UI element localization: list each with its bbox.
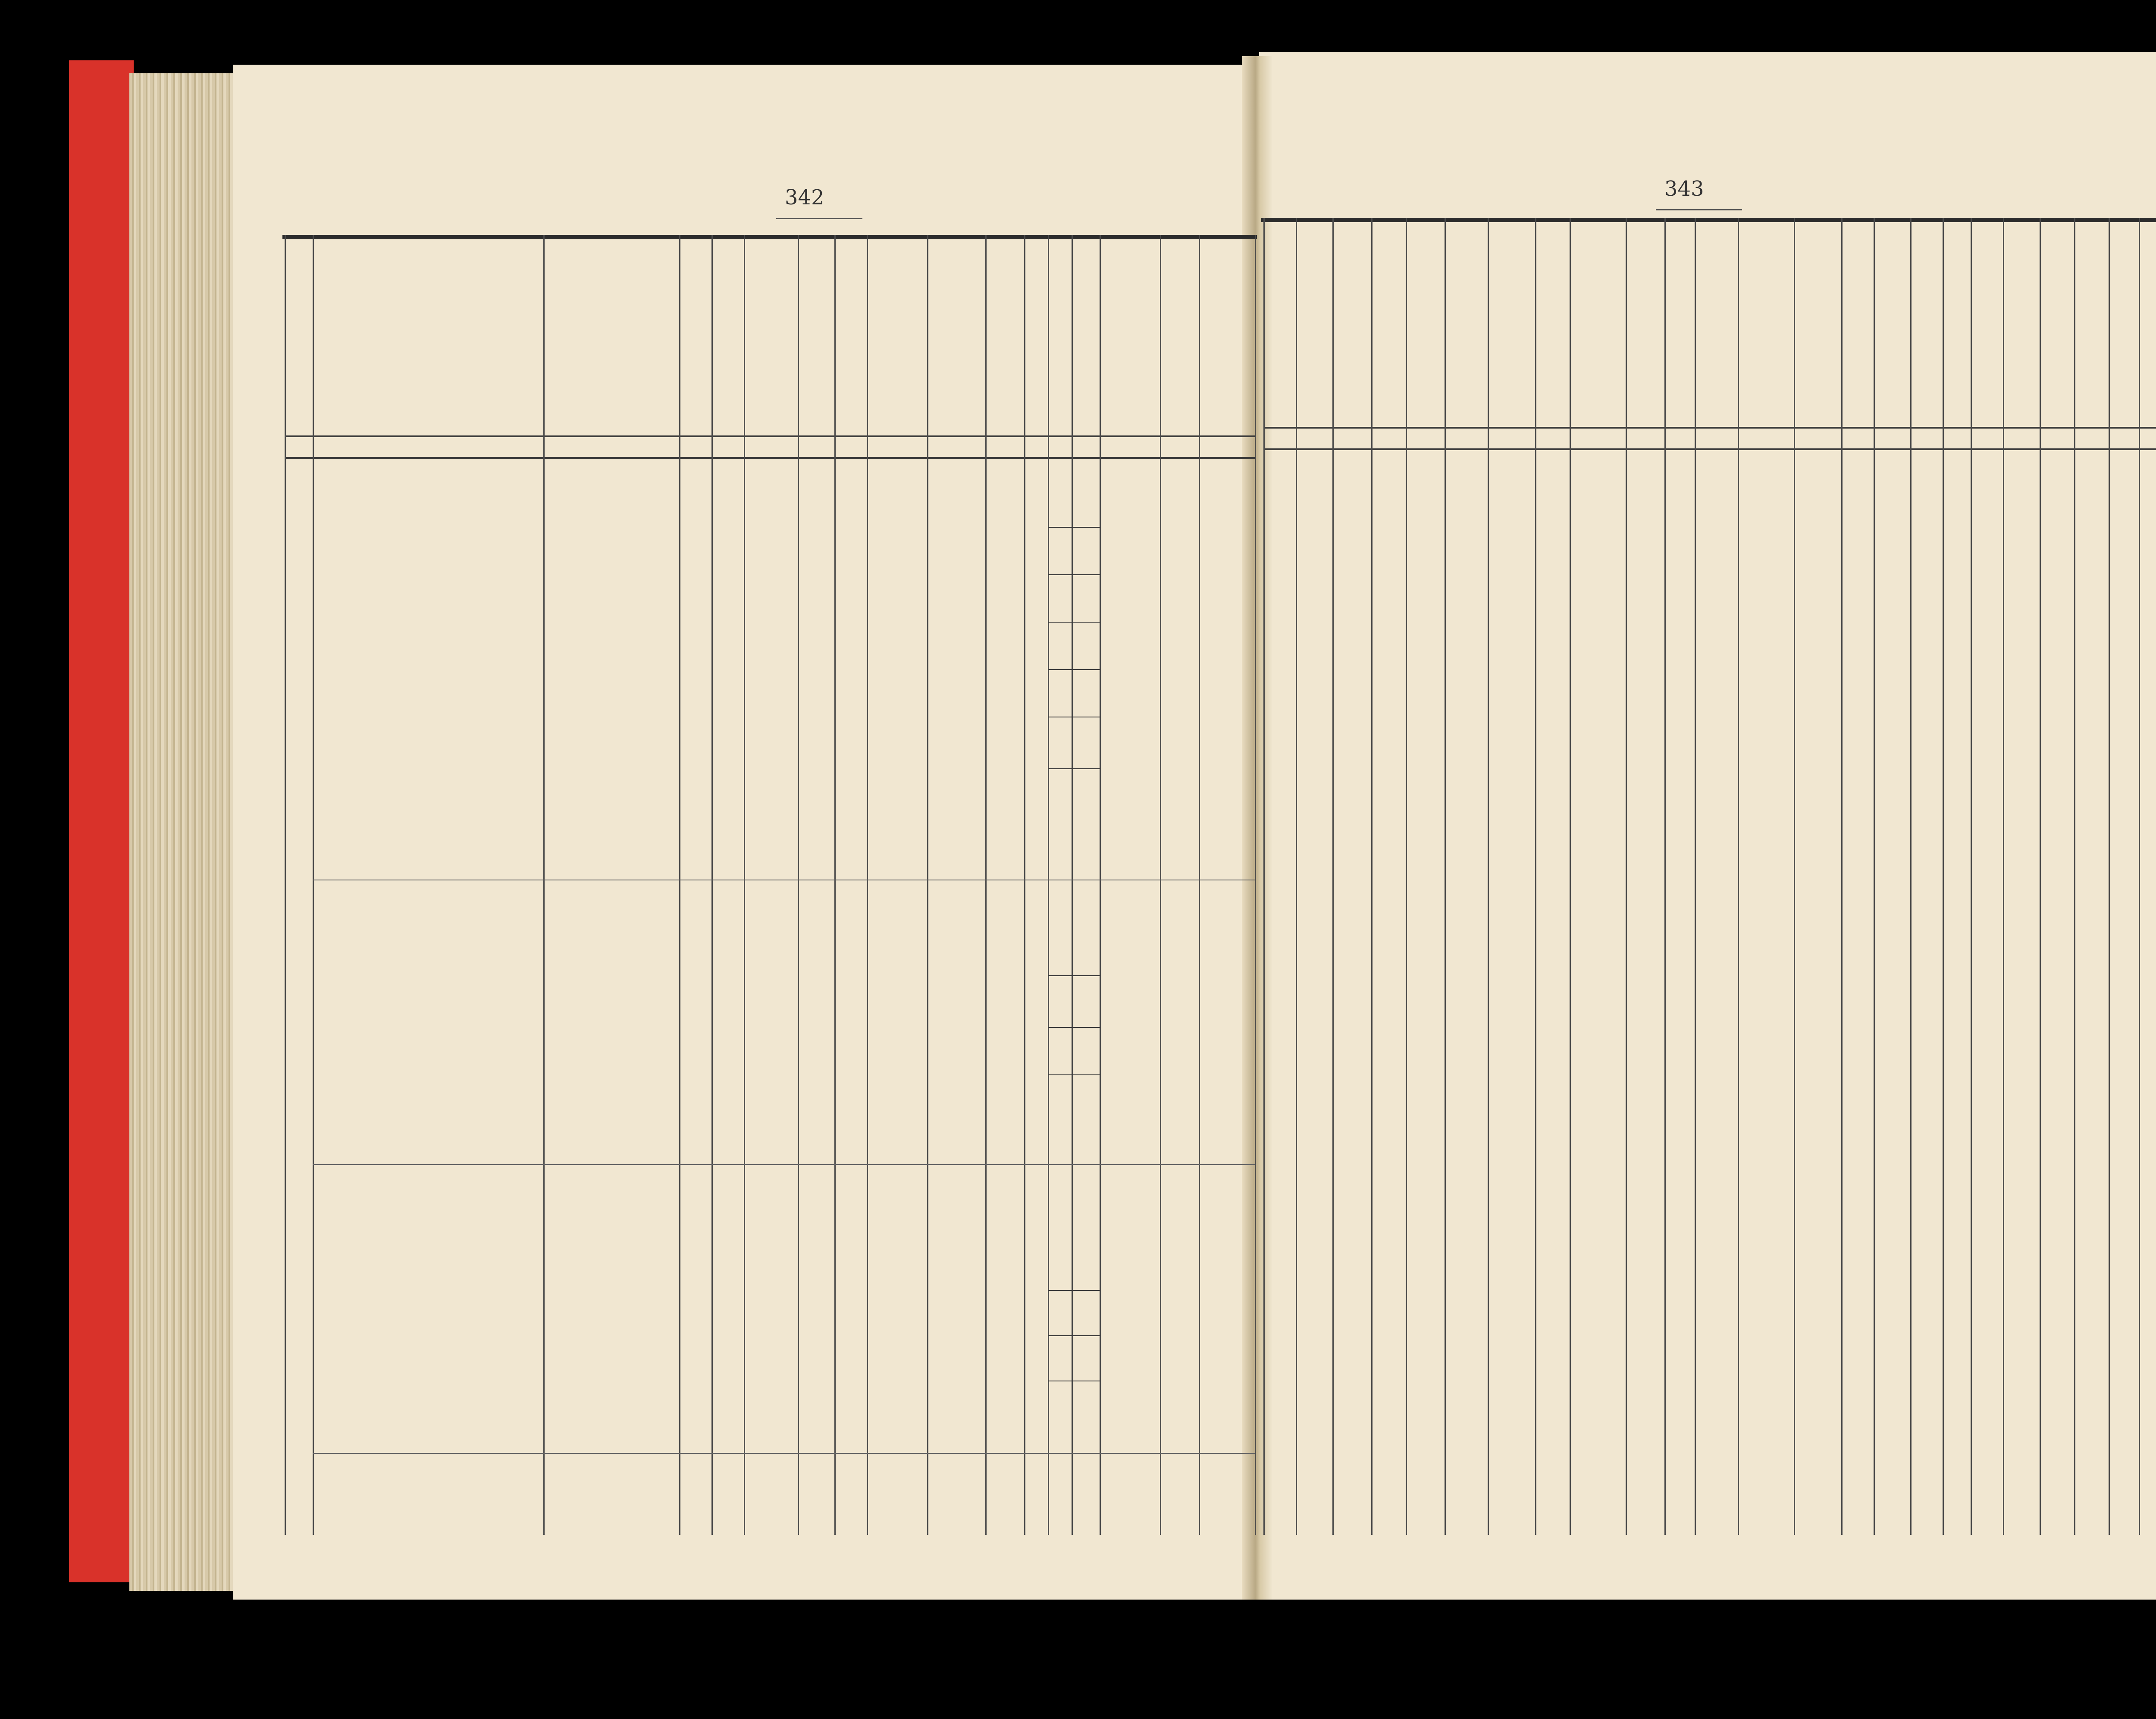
- column-rule: [1794, 218, 1795, 1535]
- row-separator: [1048, 768, 1100, 769]
- column-rule: [1488, 218, 1489, 1535]
- column-rule: [543, 235, 545, 1535]
- column-rule: [1406, 218, 1407, 1535]
- column-rule: [1263, 218, 1265, 1535]
- column-rule: [744, 235, 745, 1535]
- column-rule: [679, 235, 680, 1535]
- column-rule: [1296, 218, 1297, 1535]
- column-rule: [1971, 218, 1972, 1535]
- bleed-through-text: [1026, 707, 1501, 767]
- column-rule: [2139, 218, 2140, 1535]
- total-rule: [313, 1164, 1255, 1165]
- right-page: [1259, 52, 2156, 1600]
- column-rule: [711, 235, 713, 1535]
- table-top-rule-right: [1261, 218, 2156, 222]
- row-separator: [1048, 574, 1100, 575]
- column-rule: [285, 235, 286, 1535]
- column-rule: [2003, 218, 2004, 1535]
- row-separator: [1048, 975, 1100, 976]
- column-rule: [1943, 218, 1944, 1535]
- row-separator: [1048, 622, 1100, 623]
- page-number-left-underline: [776, 218, 862, 219]
- page-number-right: 343: [1664, 177, 1704, 201]
- column-rule: [1626, 218, 1627, 1535]
- column-rule: [1100, 235, 1101, 1535]
- column-rule: [1332, 218, 1334, 1535]
- column-rule: [1841, 218, 1843, 1535]
- column-rule: [1874, 218, 1875, 1535]
- column-rule: [1695, 218, 1696, 1535]
- column-rule: [2074, 218, 2075, 1535]
- column-rule: [1570, 218, 1571, 1535]
- header-bottom-rule-right: [1263, 427, 2156, 429]
- column-rule: [1048, 235, 1049, 1535]
- column-rule: [1160, 235, 1161, 1535]
- column-rule: [798, 235, 799, 1535]
- column-rule: [1910, 218, 1912, 1535]
- column-rule: [1199, 235, 1200, 1535]
- column-rule: [1445, 218, 1446, 1535]
- column-rule: [1664, 218, 1666, 1535]
- book-cover-left: [69, 60, 134, 1582]
- column-rule: [985, 235, 987, 1535]
- row-separator: [1048, 1335, 1100, 1336]
- header-bottom-rule-left: [285, 435, 1255, 437]
- column-rule: [834, 235, 836, 1535]
- column-rule: [1072, 235, 1073, 1535]
- column-rule: [2040, 218, 2041, 1535]
- column-rule: [1535, 218, 1536, 1535]
- column-rule: [927, 235, 928, 1535]
- column-rule: [1024, 235, 1025, 1535]
- left-page: [233, 65, 1263, 1600]
- column-rule: [1371, 218, 1373, 1535]
- row-separator: [1048, 1027, 1100, 1028]
- row-separator: [1048, 527, 1100, 528]
- column-rule: [867, 235, 868, 1535]
- column-rule: [2109, 218, 2110, 1535]
- page-edges-left: [129, 73, 237, 1591]
- book-gutter: [1242, 56, 1272, 1600]
- column-rule: [1255, 235, 1256, 1535]
- colno-bottom-rule-right: [1263, 448, 2156, 450]
- table-top-rule-left: [282, 235, 1257, 239]
- row-separator: [1048, 669, 1100, 670]
- row-separator: [1048, 1290, 1100, 1291]
- page-number-left: 342: [785, 185, 824, 210]
- column-rule: [1738, 218, 1739, 1535]
- total-rule: [313, 1453, 1255, 1454]
- colno-bottom-rule-left: [285, 457, 1255, 459]
- column-rule: [313, 235, 314, 1535]
- row-separator: [1048, 1074, 1100, 1075]
- page-number-right-underline: [1656, 209, 1742, 210]
